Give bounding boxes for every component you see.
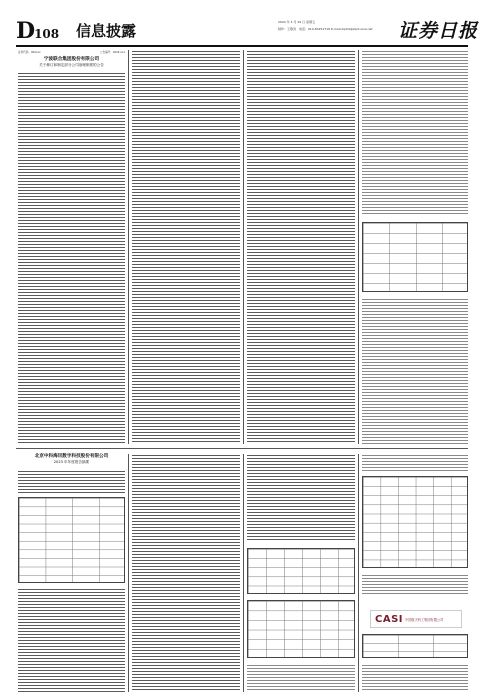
- article-1-body-col-4b: [362, 298, 468, 444]
- article-1-body-col-3: [247, 50, 355, 444]
- column-separator: [243, 50, 244, 444]
- section-title: 信息披露: [76, 22, 137, 40]
- article-1-header: [18, 50, 125, 68]
- issue-date: 2024 年 3 月 29 日 星期五: [278, 20, 316, 24]
- casi-logo: [370, 610, 462, 628]
- header-rule: [16, 45, 468, 47]
- company-info-table: [18, 497, 125, 583]
- right-data-table-1: [362, 222, 468, 292]
- financial-table-2: [247, 600, 355, 658]
- article-1-body-col-1: [18, 72, 125, 444]
- article-2-body-col-3b: [247, 664, 355, 692]
- column-separator: [243, 454, 244, 692]
- page-header: [0, 0, 484, 42]
- article-2-title: 2023 年年度报告摘要: [53, 460, 90, 464]
- article-1-body-col-2: [132, 50, 240, 444]
- article-divider: [16, 448, 468, 449]
- article-2-company: 北京中科海讯数字科技股份有限公司: [34, 454, 109, 459]
- article-1-company: 宁波联合集团股份有限公司: [43, 57, 100, 62]
- shareholder-table: [362, 476, 468, 568]
- article-2-body-col-1: [18, 588, 125, 692]
- article-2-body-col-2: [132, 454, 240, 692]
- casi-logo-subtitle: 中国航天科工集团有限公司: [405, 617, 444, 622]
- casi-logo-text: CASI: [375, 613, 404, 625]
- article-2-intro: [18, 470, 125, 494]
- article-2-body-col-4: [362, 454, 468, 472]
- column-separator: [358, 454, 359, 692]
- financial-table-1: [247, 548, 355, 594]
- article-1-title: 关于修订和制定部分公司治理制度的公告: [39, 63, 104, 67]
- article-2-body-col-3: [247, 454, 355, 540]
- article-2-header: [18, 454, 125, 465]
- newspaper-masthead: 证券日报: [398, 20, 479, 42]
- column-separator: [358, 50, 359, 444]
- article-2-body-col-4b: [362, 574, 468, 594]
- org-chart-box: [362, 634, 468, 658]
- article-1-topline: 证券代码：002xxx 公告编号：2024-xxx: [18, 51, 125, 54]
- editor-line: 制作：王敬涛 电话：010-83251716 E-mail:zqrb9@zqrb.sina.net: [278, 27, 373, 31]
- page-code: D108: [16, 18, 60, 44]
- column-separator: [128, 454, 129, 692]
- column-separator: [128, 50, 129, 444]
- article-1-body-col-4: [362, 50, 468, 215]
- article-2-footer-text: [362, 664, 468, 692]
